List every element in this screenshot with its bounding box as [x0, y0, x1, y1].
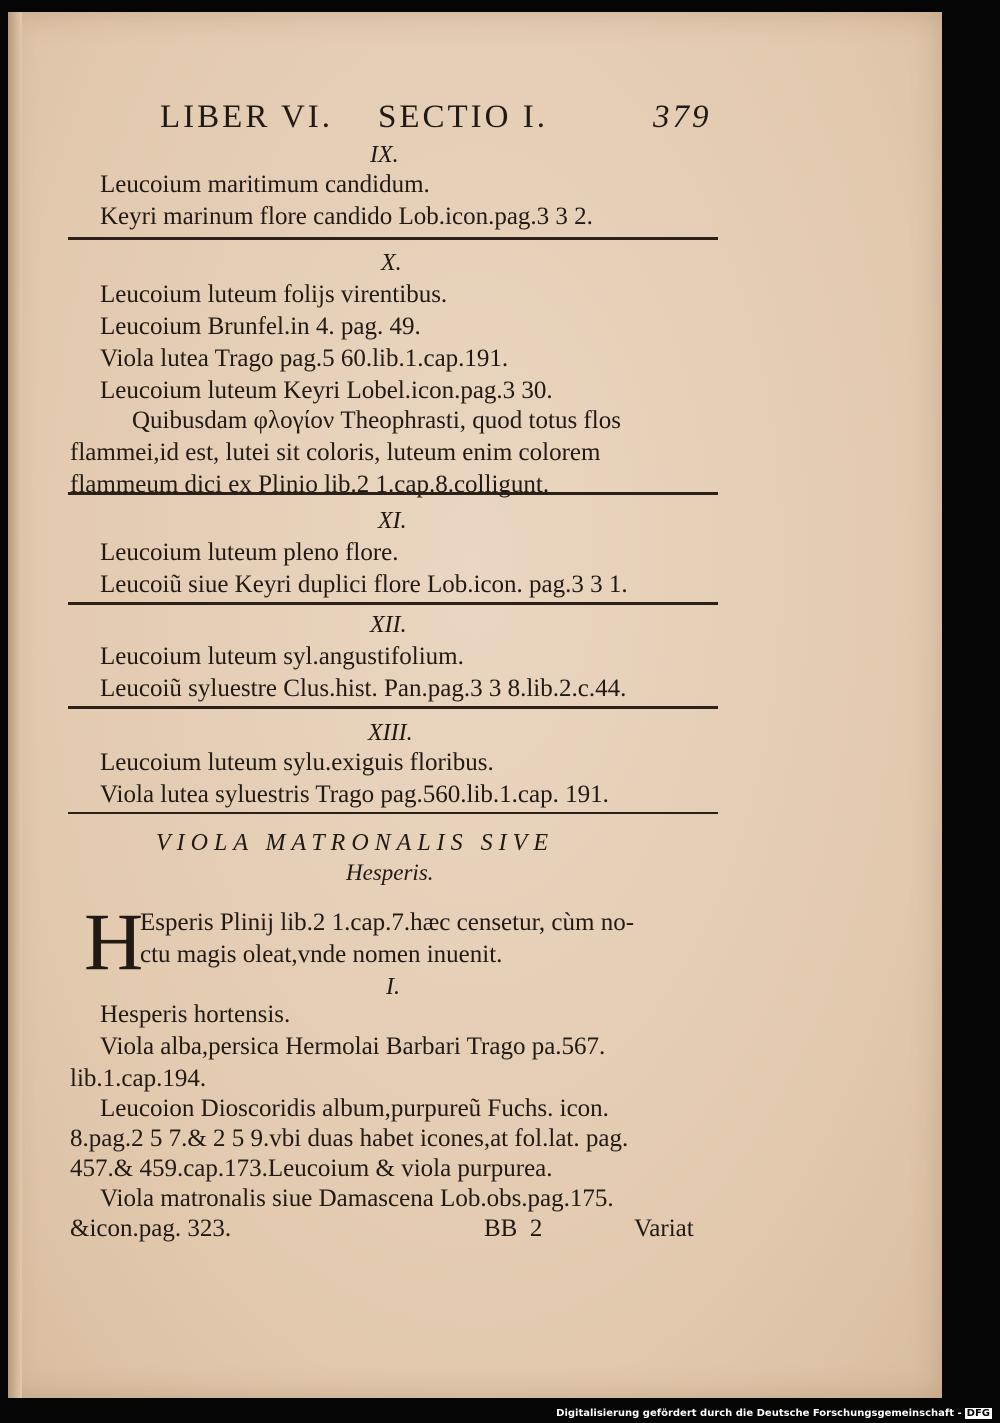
section-numeral-ix: IX.	[370, 142, 399, 168]
running-head-middle: SECTIO I.	[378, 99, 548, 135]
running-head-left: LIBER VI.	[160, 99, 334, 135]
text-line: &icon.pag. 323.	[70, 1215, 232, 1242]
text-line: Leucoium luteum syl.angustifolium.	[100, 643, 464, 670]
signature-mark: BB 2	[484, 1215, 543, 1242]
section-rule	[68, 602, 718, 605]
text-line: Leucoium luteum Keyri Lobel.icon.pag.3 30.	[100, 377, 553, 404]
text-line: Keyri marinum flore candido Lob.icon.pag.3 3 2.	[100, 203, 593, 230]
section-rule	[68, 237, 718, 240]
text-line: flammei,id est, lutei sit coloris, luteum enim colorem	[70, 439, 601, 466]
section-numeral-xiii: XIII.	[368, 720, 413, 746]
text-line: Viola matronalis siue Damascena Lob.obs.pag.175.	[100, 1185, 614, 1212]
page-number: 379	[653, 99, 712, 135]
text-line: Viola lutea syluestris Trago pag.560.lib.1.cap. 191.	[100, 781, 609, 808]
page-gutter	[8, 12, 22, 1398]
text-line: Viola lutea Trago pag.5 60.lib.1.cap.191.	[100, 345, 509, 372]
text-line: flammeum dici ex Plinio lib.2 1.cap.8.colligunt.	[70, 471, 550, 498]
catchword: Variat	[634, 1215, 694, 1242]
book-page	[8, 12, 942, 1398]
section-numeral-xi: XI.	[378, 508, 407, 534]
section-rule	[68, 706, 718, 709]
section-numeral-i: I.	[386, 974, 400, 1000]
text-line: 457.& 459.cap.173.Leucoium & viola purpurea.	[70, 1155, 553, 1182]
text-line: lib.1.cap.194.	[70, 1065, 207, 1092]
text-line: 8.pag.2 5 7.& 2 5 9.vbi duas habet icones,at fol.lat. pag.	[70, 1125, 629, 1152]
text-line: Leucoiũ siue Keyri duplici flore Lob.icon. pag.3 3 1.	[100, 571, 628, 598]
section-rule	[68, 812, 718, 814]
text-line: Leucoium Brunfel.in 4. pag. 49.	[100, 313, 421, 340]
text-line: Leucoium luteum sylu.exiguis floribus.	[100, 749, 494, 776]
section-rule	[68, 492, 718, 495]
text-line: ctu magis oleat,vnde nomen inuenit.	[140, 941, 503, 968]
section-title: VIOLA MATRONALIS SIVE	[156, 830, 554, 856]
text-line: Hesperis hortensis.	[100, 1001, 291, 1028]
section-numeral-x: X.	[381, 250, 402, 276]
text-line: Leucoium luteum folijs virentibus.	[100, 281, 448, 308]
text-line: Quibusdam φλογίον Theophrasti, quod totus flos	[132, 407, 621, 434]
text-line: Leucoium luteum pleno flore.	[100, 539, 399, 566]
digitization-footer	[556, 1408, 992, 1419]
text-line: Viola alba,persica Hermolai Barbari Trago pa.567.	[100, 1033, 606, 1060]
section-subtitle: Hesperis.	[346, 860, 434, 885]
text-line: Esperis Plinij lib.2 1.cap.7.hæc censetur, cùm no-	[140, 909, 635, 936]
text-line: Leucoiũ syluestre Clus.hist. Pan.pag.3 3 8.lib.2.c.44.	[100, 675, 627, 702]
text-line: Leucoion Dioscoridis album,purpureũ Fuchs. icon.	[100, 1095, 609, 1122]
text-line: Leucoium maritimum candidum.	[100, 171, 430, 198]
dfg-logo-icon: DFG	[966, 1408, 990, 1419]
footer-text: Digitalisierung gefördert durch die Deutsche Forschungsgemeinschaft -	[556, 1408, 962, 1419]
drop-cap: H	[84, 896, 144, 987]
section-numeral-xii: XII.	[370, 612, 407, 638]
